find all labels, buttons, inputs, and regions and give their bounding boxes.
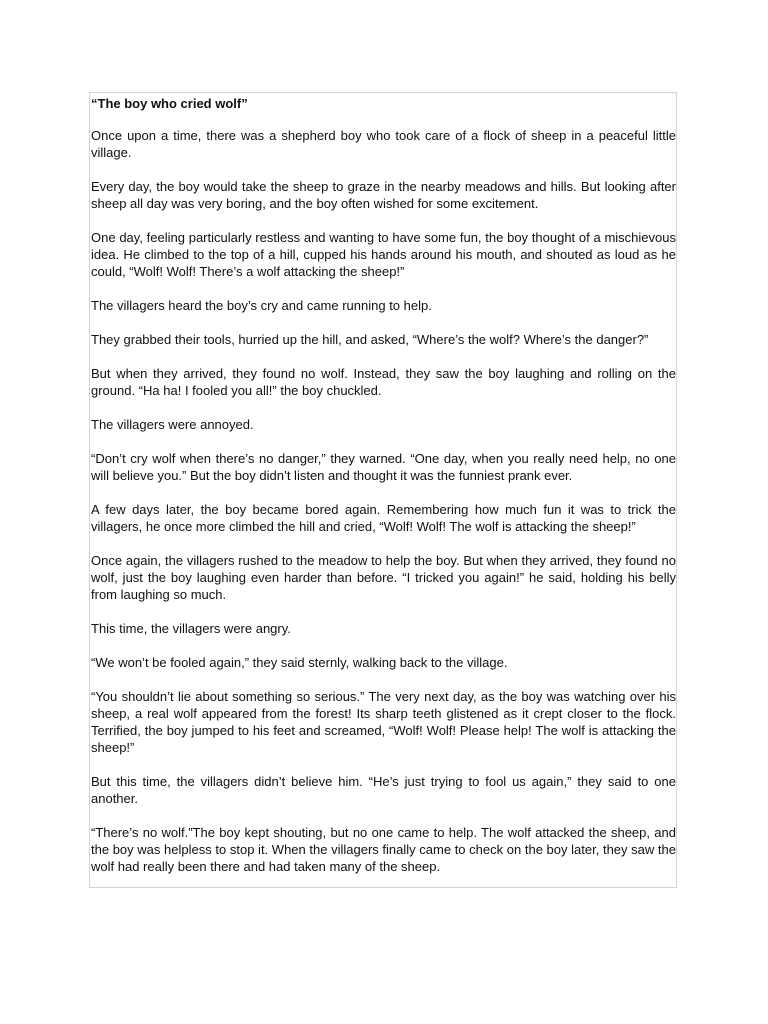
paragraph: But when they arrived, they found no wolf. Instead, they saw the boy laughing and rolling on the ground. “Ha ha! I fooled you all!” the boy chuckled.	[91, 366, 676, 398]
paragraph: This time, the villagers were angry.	[91, 621, 291, 636]
paragraph: “You shouldn’t lie about something so serious.” The very next day, as the boy was watching over his sheep, a real wolf appeared from the forest! Its sharp teeth glistened as it crept closer to the flock. Terrified, the boy jumped to his feet and screamed, “Wolf! Wolf! Please help! The wolf is attacking the sheep!”	[91, 689, 676, 755]
document-page	[89, 92, 677, 888]
paragraph: But this time, the villagers didn’t believe him. “He’s just trying to fool us again,” they said to one another.	[91, 774, 676, 806]
document-title: “The boy who cried wolf”	[91, 96, 248, 111]
paragraph: The villagers were annoyed.	[91, 417, 254, 432]
paragraph: “Don’t cry wolf when there’s no danger,” they warned. “One day, when you really need help, no one will believe you.” But the boy didn’t listen and thought it was the funniest prank ever.	[91, 451, 676, 483]
paragraph: Every day, the boy would take the sheep to graze in the nearby meadows and hills. But looking after sheep all day was very boring, and the boy often wished for some excitement.	[91, 179, 676, 211]
paragraph: A few days later, the boy became bored again. Remembering how much fun it was to trick the villagers, he once more climbed the hill and cried, “Wolf! Wolf! The wolf is attacking the sheep!”	[91, 502, 676, 534]
paragraph: One day, feeling particularly restless and wanting to have some fun, the boy thought of a mischievous idea. He climbed to the top of a hill, cupped his hands around his mouth, and shouted as loud as he could, “Wolf! Wolf! There’s a wolf attacking the sheep!”	[91, 230, 676, 279]
paragraph: The villagers heard the boy’s cry and came running to help.	[91, 298, 432, 313]
paragraph: Once again, the villagers rushed to the meadow to help the boy. But when they arrived, they found no wolf, just the boy laughing even harder than before. “I tricked you again!” he said, holding his belly from laughing so much.	[91, 553, 676, 602]
paragraph: “We won’t be fooled again,” they said sternly, walking back to the village.	[91, 655, 508, 670]
paragraph: Once upon a time, there was a shepherd boy who took care of a flock of sheep in a peaceful little village.	[91, 128, 676, 160]
paragraph: They grabbed their tools, hurried up the hill, and asked, “Where’s the wolf? Where’s the danger?”	[91, 332, 649, 347]
paragraph: “There’s no wolf.”The boy kept shouting, but no one came to help. The wolf attacked the sheep, and the boy was helpless to stop it. When the villagers finally came to check on the boy later, they saw the wolf had really been there and had taken many of the sheep.	[91, 825, 676, 874]
